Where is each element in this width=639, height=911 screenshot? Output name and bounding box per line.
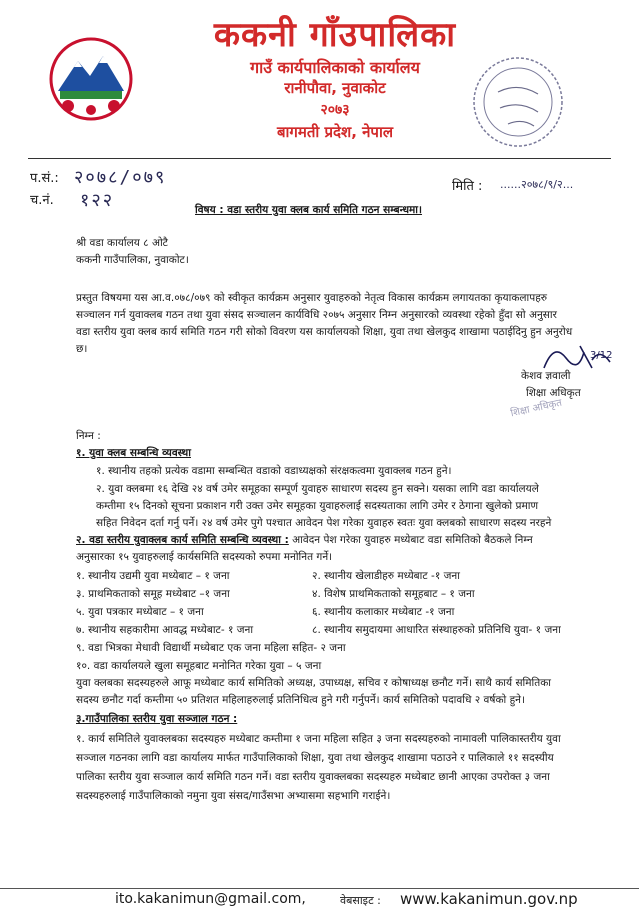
footer-website[interactable]: www.kakanimun.gov.np — [400, 890, 578, 908]
body-line: प्रस्तुत विषयमा यस आ.व.०७८/०७९ को स्वीकृत कार्यक्रम अनुसार युवाहरुको नेतृत्व विकास कार्यक्रम लगायतका कृयाकलापहरु — [76, 292, 548, 304]
section-2-heading-line — [76, 532, 533, 549]
body-line: वडा स्तरीय युवा क्लब कार्य समिति गठन गरी सोको विवरण यस कार्यालयको शिक्षा, युवा तथा खेलकुद शाखामा पठाईदिनु हुन अनुरोध — [76, 326, 573, 338]
section-1-item: १. स्थानीय तहको प्रत्येक वडामा सम्बन्धित वडाको वडाध्यक्षको संरक्षकत्वमा युवाक्लब गठन हुने। — [96, 465, 452, 477]
section-2-heading-rest: आवेदन पेश गरेका युवाहरु मध्येबाट वडा समितिको बैठकले निम्न — [288, 534, 533, 546]
emblem-logo — [48, 36, 134, 122]
section-3-heading: ३.गाउँपालिका स्तरीय युवा सञ्जाल गठन : — [76, 713, 238, 725]
body-line: छ। — [76, 343, 88, 355]
patra-label: प.सं.: — [30, 171, 59, 186]
section-2-heading: २. वडा स्तरीय युवाक्लब कार्य समिति सम्बन्धि व्यवस्था : — [76, 534, 289, 546]
member-item: ५. युवा पत्रकार मध्येबाट – १ जना — [76, 606, 204, 618]
section-1-item: २. युवा क्लबमा १६ देखि २४ वर्ष उमेर समूहका सम्पूर्ण युवाहरु साधारण सदस्य हुन सक्ने। यसका लागि वडा कार्यालयले — [96, 483, 539, 495]
office-name: गाउँ कार्यपालिकाको कार्यालय — [250, 58, 420, 77]
header-rule — [28, 158, 611, 159]
section-3-line: १. कार्य समितिले युवाक्लबका सदस्यहरु मध्येबाट कम्तीमा १ जना महिला सहित ३ जना सदस्यहरुको नामावली पालिकास्तरीय युवा — [76, 733, 561, 745]
signature-mark: 3/12 — [590, 350, 613, 361]
member-item: ६. स्थानीय कलाकार मध्येबाट -१ जना — [312, 606, 455, 618]
footer — [0, 888, 639, 911]
subject-line: विषय : वडा स्तरीय युवा क्लब कार्य समिति गठन सम्बन्धमा। — [195, 204, 423, 216]
member-item: १०. वडा कार्यालयले खुला समूहबाट मनोनित गरेका युवा – ५ जना — [76, 660, 322, 672]
office-place: रानीपौवा, नुवाकोट — [284, 79, 386, 97]
section-1-heading: १. युवा क्लब सम्बन्धि व्यवस्था — [76, 447, 191, 459]
member-item: ८. स्थानीय समुदायमा आधारित संस्थाहरुको प्रतिनिधि युवा- १ जना — [312, 624, 561, 636]
established-year: २०७३ — [320, 102, 350, 118]
office-stamp — [468, 52, 568, 152]
section-1-item: कम्तीमा १५ दिनको सूचना प्रकाशन गरी उक्त उमेर समूहका युवाहरुलाई सदस्यताका लागि उमेर र ठेगाना खुलेको प्रमाण — [96, 500, 539, 512]
section-3-line: सदस्यहरुलाई गाउँपालिकाको नमुना युवा संसद/गाउँसभा अभ्यासमा सहभागि गराईने। — [76, 790, 391, 802]
member-item: ३. प्राथमिकताको समूह मध्येबाट –१ जना — [76, 588, 230, 600]
section-2-closing: युवा क्लबका सदस्यहरुले आफू मध्येबाट कार्य समितिको अध्यक्ष, उपाध्यक्ष, सचिव र कोषाध्यक्ष छनौट गर्ने। साथै कार्य समितिका — [76, 677, 552, 689]
date-label: मिति : — [452, 179, 483, 194]
province: बागमती प्रदेश, नेपाल — [276, 123, 394, 141]
recipient-line-1: श्री वडा कार्यालय ८ ओटै — [76, 237, 168, 249]
section-2-line-2: अनुसारका १५ युवाहरुलाई कार्यसमिति सदस्यको रुपमा मनोनित गर्ने। — [76, 551, 333, 563]
recipient-line-2: ककनी गाउँपालिका, नुवाकोट। — [76, 254, 189, 266]
signatory-stamp: शिक्षा अधिकृत — [509, 397, 563, 420]
chalani-value: १२२ — [80, 190, 115, 211]
member-item: १. स्थानीय उद्यमी युवा मध्येबाट – १ जना — [76, 570, 230, 582]
signatory-name: केशव ज्ञवाली — [521, 370, 571, 382]
section-3-line: सञ्जाल गठनका लागि वडा कार्यालय मार्फत गाउँपालिकाको शिक्षा, युवा तथा खेलकुद शाखामा पठाउने र पालिकाले ११ सदस्यीय — [76, 752, 554, 764]
section-2-closing: सदस्य छनौट गर्दा कम्तीमा ५० प्रतिशत महिलाहरुलाई प्रतिनिधित्व हुने गरी गर्नुपर्ने। कार्य समितिको पदावधि २ वर्षको हुने। — [76, 694, 525, 706]
footer-web-label: वेबसाइट : — [340, 894, 381, 907]
date-value: ......२०७८/९/२... — [500, 178, 574, 191]
footer-email[interactable]: ito.kakanimun@gmail.com, — [115, 891, 306, 907]
body-line: सञ्चालन गर्न युवाक्लब गठन तथा युवा संसद सञ्चालन कार्यविधि २०७५ अनुसार निम्न अनुसारको व्यवस्था रहेको हुँदा सो अनुसार — [76, 309, 557, 321]
org-name: ककनी गाँउपालिका — [213, 15, 457, 55]
member-item: ७. स्थानीय सहकारीमा आवद्ध मध्येबाट- १ जना — [76, 624, 254, 636]
section-1-item: सहित निवेदन दर्ता गर्नु पर्ने। २४ वर्ष उमेर पुगे पश्चात आवेदन पेश गरेका युवाहरु स्वतः युवा क्लबको साधारण सदस्य नरहने — [96, 517, 552, 529]
member-item: ४. विशेष प्राथमिकताको समूहबाट – १ जना — [312, 588, 475, 600]
member-item: २. स्थानीय खेलाडीहरु मध्येबाट -१ जना — [312, 570, 460, 582]
rules-heading: निम्न : — [76, 430, 101, 442]
signatory-title: शिक्षा अधिकृत — [526, 387, 581, 399]
patra-value: २०७८/०७९ — [74, 167, 167, 188]
section-3-line: पालिका स्तरीय युवा सञ्जाल कार्य समिति गठन गर्ने। वडा स्तरीय युवाक्लबका सदस्यहरु मध्येबाट छानी आएका उपरोक्त ३ जना — [76, 771, 550, 783]
member-item: ९. वडा भित्रका मेधावी विद्यार्थी मध्येबाट एक जना महिला सहित- २ जना — [76, 642, 346, 654]
chalani-label: च.नं. — [30, 193, 54, 208]
